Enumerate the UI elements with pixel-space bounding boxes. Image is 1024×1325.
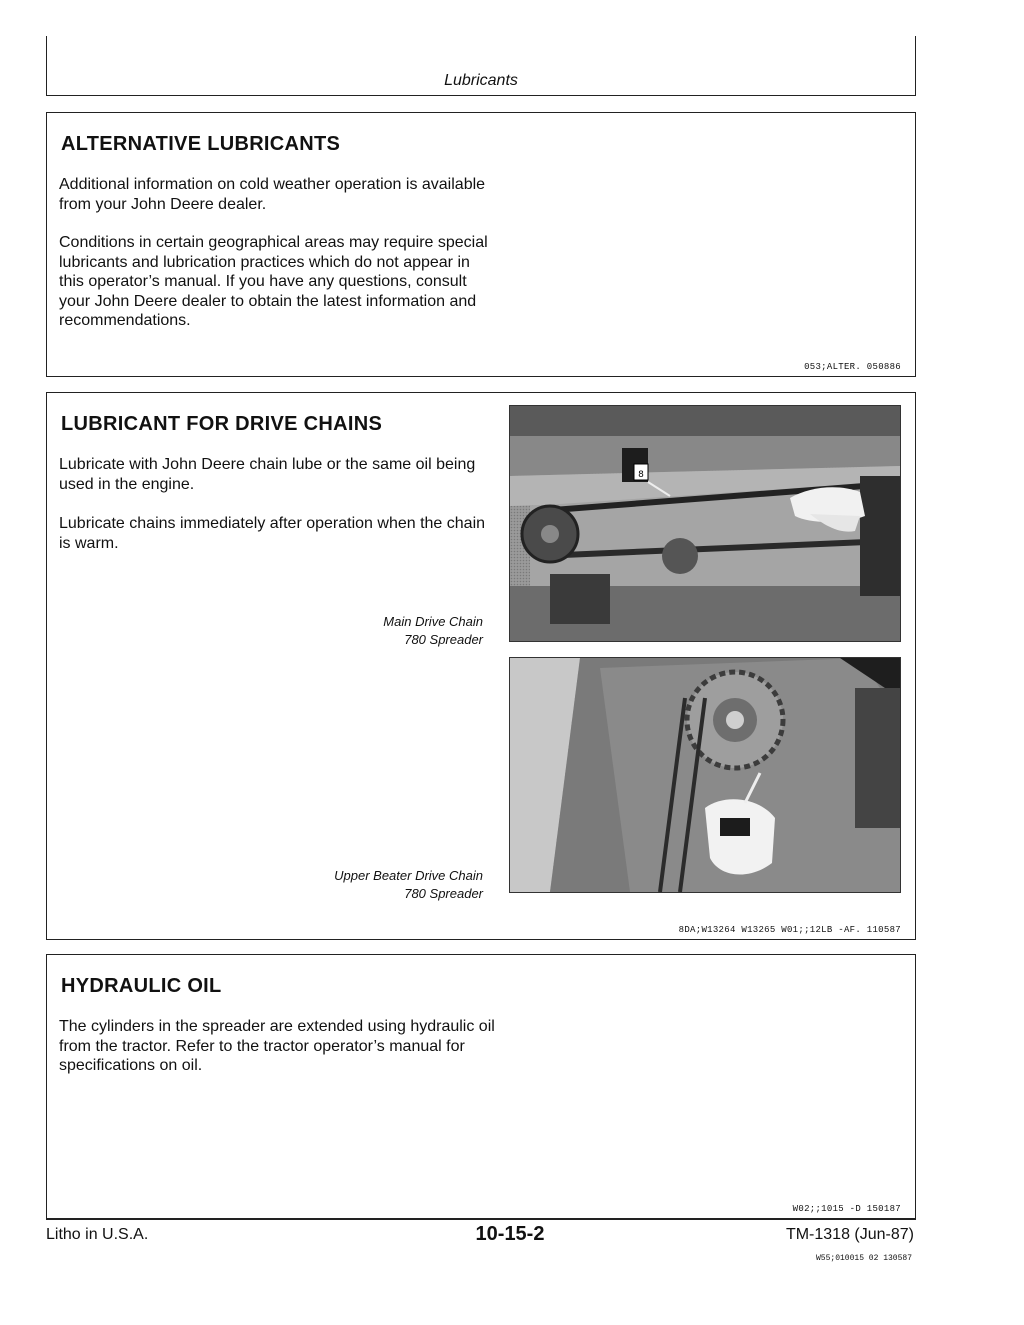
paragraph: Lubricate with John Deere chain lube or the same oil being used in the engine. (59, 456, 476, 493)
section-heading: ALTERNATIVE LUBRICANTS (61, 133, 341, 155)
reference-code: 053;ALTER. 050886 (804, 362, 901, 372)
reference-code: W02;;1015 -D 150187 (792, 1204, 901, 1214)
main-drive-chain-photo (509, 405, 901, 642)
upper-beater-drive-chain-photo (509, 657, 901, 893)
section-alternative-lubricants (46, 112, 916, 377)
paragraph: The cylinders in the spreader are extended using hydraulic oil from the tractor. Refer to the tractor operator’s manual for specifications on oil. (59, 1018, 495, 1074)
caption-line: 780 Spreader (404, 632, 483, 647)
photo-caption-upper-beater (334, 867, 483, 903)
section-heading: LUBRICANT FOR DRIVE CHAINS (61, 413, 383, 435)
photo-badge-label: 8 (638, 470, 644, 480)
paragraph: Conditions in certain geographical areas may require special lubricants and lubrication practices which do not appear in this operator’s manual. If you have any questions, consult your John Deere dealer to obtain the latest information and recommendations. (59, 234, 488, 329)
footer-printing-note: Litho in U.S.A. (46, 1226, 149, 1243)
paragraph: Lubricate chains immediately after operation when the chain is warm. (59, 515, 486, 552)
page-title: Lubricants (444, 72, 518, 89)
page-header (46, 36, 916, 96)
footer-divider (46, 1219, 916, 1220)
caption-line: Upper Beater Drive Chain (334, 868, 483, 883)
manual-id: TM-1318 (Jun-87) (785, 1226, 914, 1243)
main-drive-chain-illustration (510, 406, 900, 641)
page-number: 10-15-2 (475, 1223, 545, 1245)
section-hydraulic-oil (46, 954, 916, 1219)
section-drive-chains (46, 392, 916, 940)
caption-line: 780 Spreader (404, 886, 483, 901)
footer-reference-code: W55;010015 02 130587 (815, 1254, 912, 1263)
section-heading: HYDRAULIC OIL (61, 975, 222, 997)
caption-line: Main Drive Chain (383, 614, 483, 629)
photo-caption-main-drive (383, 613, 483, 649)
paragraph: Additional information on cold weather operation is available from your John Deere dealer. (59, 176, 486, 213)
reference-code: 8DA;W13264 W13265 W01;;12LB -AF. 110587 (678, 925, 901, 935)
upper-beater-drive-chain-illustration (510, 658, 900, 892)
